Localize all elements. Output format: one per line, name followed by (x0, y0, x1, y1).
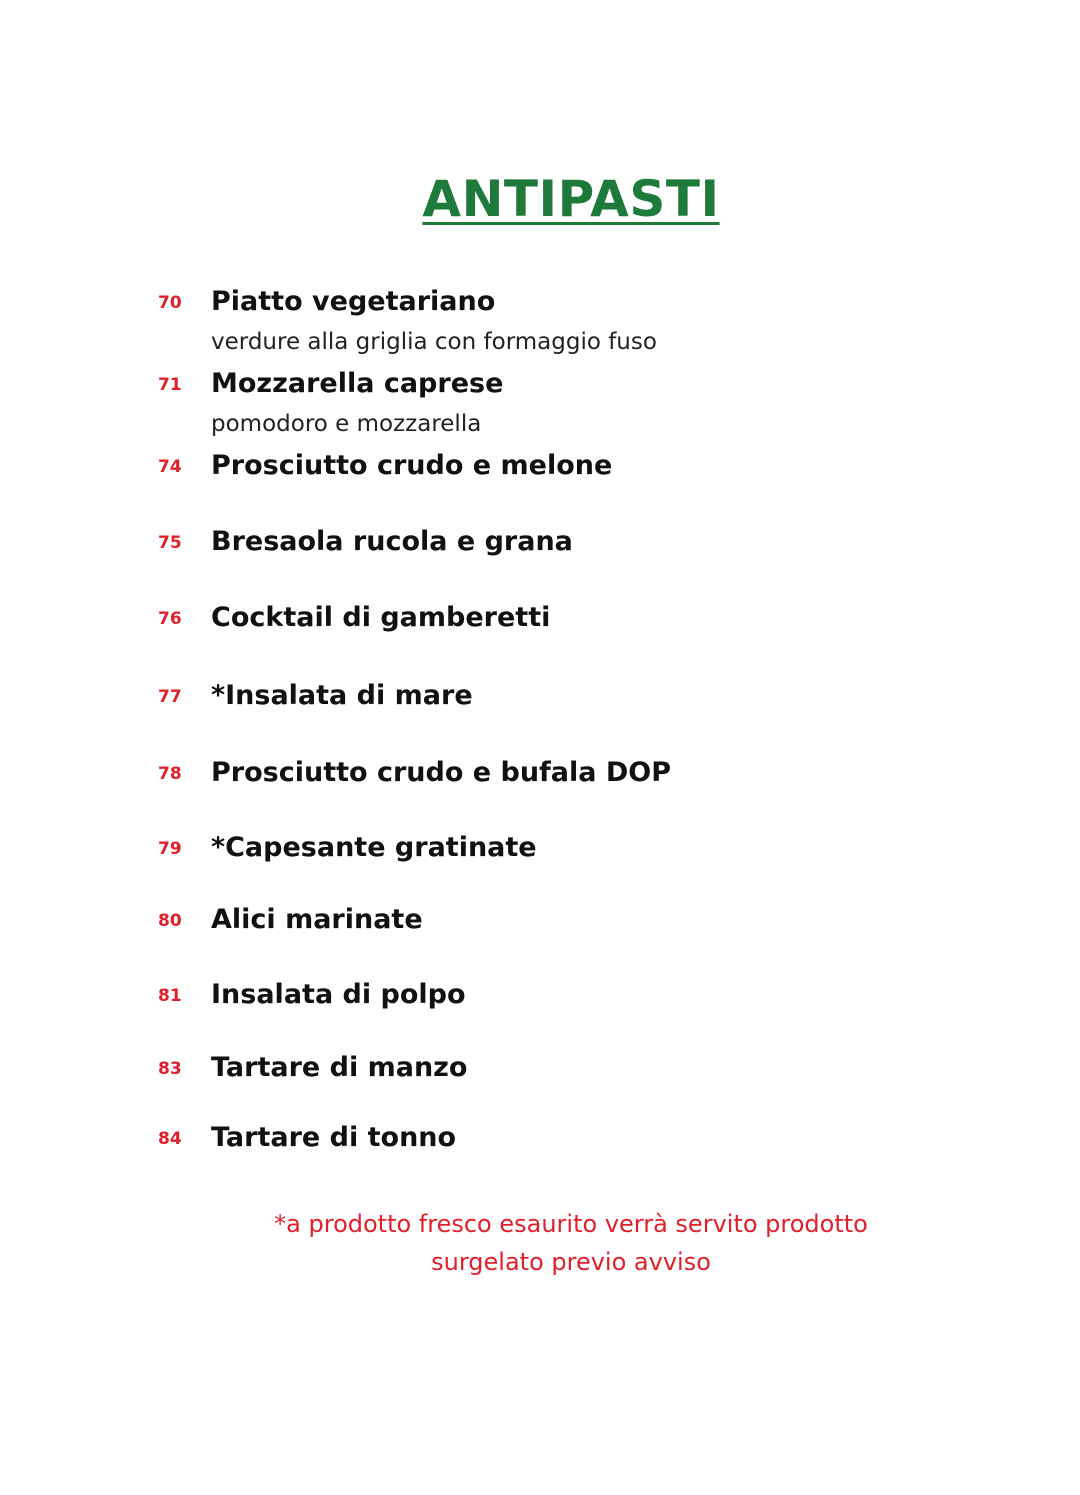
item-name: Prosciutto crudo e melone (211, 450, 613, 481)
item-name: Mozzarella caprese (211, 368, 504, 399)
item-name: Piatto vegetariano (211, 286, 496, 317)
item-number: 71 (158, 375, 182, 395)
item-number: 74 (158, 457, 182, 477)
item-name: Alici marinate (211, 904, 423, 935)
item-name: Cocktail di gamberetti (211, 602, 551, 633)
item-name: Bresaola rucola e grana (211, 526, 573, 557)
menu-title: ANTIPASTI (422, 170, 720, 228)
item-name: Tartare di manzo (211, 1052, 468, 1083)
item-number: 75 (158, 533, 182, 553)
item-name: *Capesante gratinate (211, 832, 537, 863)
item-number: 77 (158, 687, 182, 707)
item-number: 80 (158, 911, 182, 931)
note-line-2: surgelato previo avviso (431, 1248, 711, 1276)
frozen-product-note (0, 1205, 1080, 1281)
item-number: 84 (158, 1129, 182, 1149)
item-number: 70 (158, 293, 182, 313)
item-name: Tartare di tonno (211, 1122, 457, 1153)
item-name: Insalata di polpo (211, 979, 466, 1010)
item-description: verdure alla griglia con formaggio fuso (211, 329, 657, 355)
item-description: pomodoro e mozzarella (211, 411, 482, 437)
item-number: 81 (158, 986, 182, 1006)
item-number: 78 (158, 764, 182, 784)
item-number: 83 (158, 1059, 182, 1079)
item-name: Prosciutto crudo e bufala DOP (211, 757, 672, 788)
item-name: *Insalata di mare (211, 680, 473, 711)
note-line-1: *a prodotto fresco esaurito verrà servito prodotto (274, 1210, 868, 1238)
item-number: 76 (158, 609, 182, 629)
item-number: 79 (158, 839, 182, 859)
